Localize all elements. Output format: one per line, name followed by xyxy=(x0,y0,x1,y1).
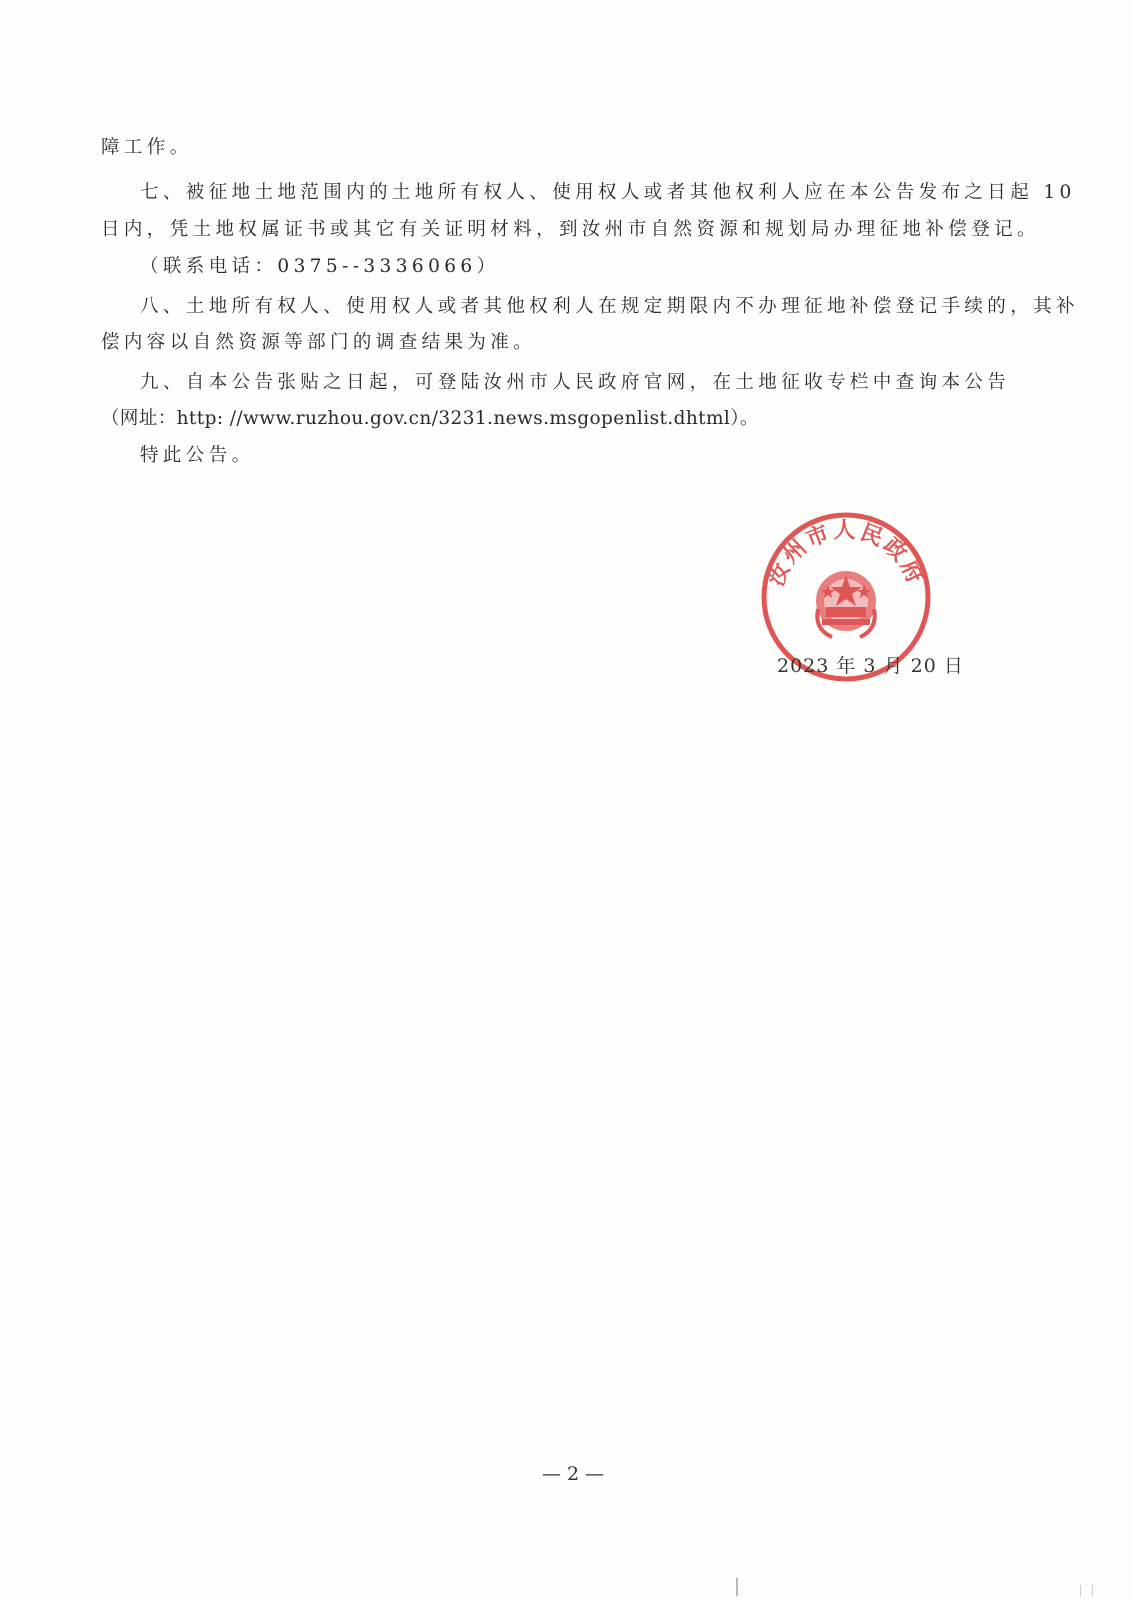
svg-text:汝州市人民政府: 汝州市人民政府 xyxy=(763,518,929,590)
scan-artifact xyxy=(1080,1585,1081,1597)
text-line-3: 日内，凭土地权属证书或其它有关证明材料，到汝州市自然资源和规划局办理征地补偿登记。 xyxy=(101,219,1040,240)
text-line-6: 偿内容以自然资源等部门的调查结果为准。 xyxy=(101,332,537,353)
text-line-contact: （联系电话：0375--3336066） xyxy=(140,256,500,277)
text-line-7: 九、自本公告张贴之日起，可登陆汝州市人民政府官网，在土地征收专栏中查询本公告 xyxy=(140,372,1011,393)
text-line-5: 八、土地所有权人、使用权人或者其他权利人在规定期限内不办理征地补偿登记手续的，其补 xyxy=(140,296,1079,317)
text-line-closing: 特此公告。 xyxy=(140,445,255,466)
text-line-2: 七、被征地土地范围内的土地所有权人、使用权人或者其他权利人应在本公告发布之日起 10 xyxy=(140,182,1076,203)
text-line-1: 障工作。 xyxy=(101,137,193,158)
page-number: — 2 — xyxy=(542,1463,605,1485)
text-line-url: （网址：http: //www.ruzhou.gov.cn/3231.news.msgopenlist.dhtml）。 xyxy=(101,408,759,429)
scan-artifact xyxy=(1092,1585,1093,1597)
issue-date: 2023 年 3 月 20 日 xyxy=(777,655,964,677)
scan-artifact xyxy=(736,1578,738,1596)
